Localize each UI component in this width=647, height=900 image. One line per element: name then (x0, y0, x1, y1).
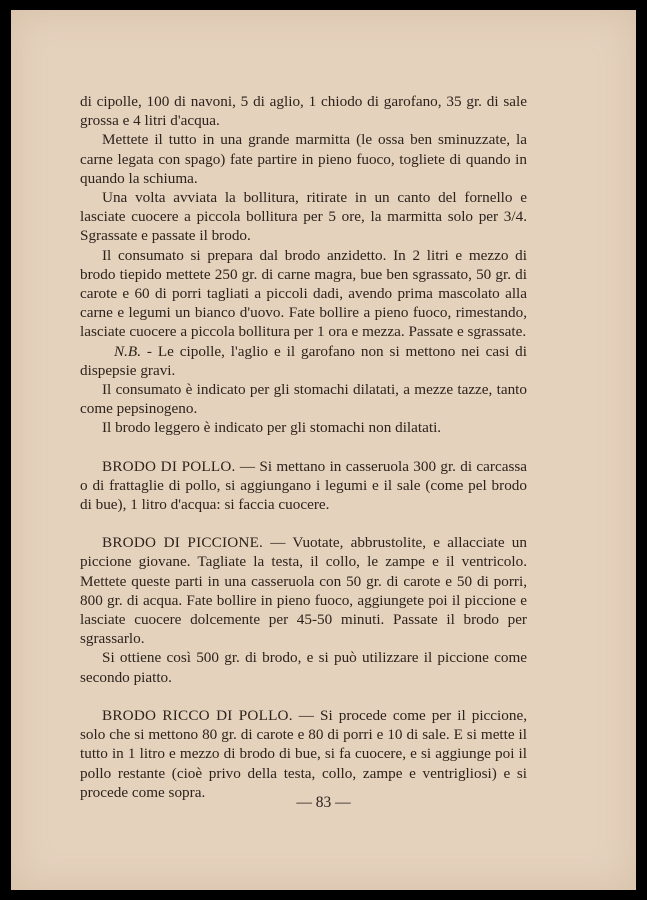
page-number: — 83 — (296, 794, 351, 811)
spacer (80, 438, 527, 457)
paragraph-bollitura: Una volta avviata la bollitura, ritirate in un canto del fornello e lasciate cuocere a piccola bollitura per 5 ore, la marmitta solo per 3/4. Sgrassate e passate il brodo. (80, 189, 527, 245)
recipe-title: BRODO DI PICCIONE. (102, 534, 264, 552)
paragraph-consumato: Il consumato si prepara dal brodo anzidetto. In 2 litri e mezzo di brodo tiepido mettete 250 gr. di carne magra, bue ben sgrassato, 50 gr. di carote e 60 di porri tagliati a piccoli dadi, avendo prima mascolato alla carne e legumi un bianco d'uovo. Fate bollire a pieno fuoco, rimestando, lasciate cuocere a piccola bollitura per 1 ora e mezza. Passate e sgrassate. (80, 246, 527, 341)
recipe-body: — Si mettano in casseruola 300 gr. di carcassa o di frattaglie di pollo, si aggiungano i legumi e il sale (come pel brodo di bue), 1 litro d'acqua: si faccia cuocere. (80, 457, 527, 514)
recipe-brodo-di-piccione (80, 533, 527, 648)
recipe-brodo-di-pollo (80, 457, 527, 515)
page-body (80, 92, 527, 802)
recipe-body: — Vuotate, abbrustolite, e allacciate un piccione giovane. Tagliate la testa, il collo, le zampe e il ventricolo. Mettete queste parti in una casseruola con 50 gr. di carote e 50 di porri, 800 gr. di acqua. Fate bollire in pieno fuoco, aggiungete poi il piccione e lasciate cuocere dolcemente per 45-50 minuti. Passate il brodo per sgrassarlo. (80, 534, 527, 648)
spacer (80, 687, 527, 706)
paragraph-brodo-leggero: Il brodo leggero è indicato per gli stomachi non dilatati. (102, 419, 442, 437)
recipe-title: BRODO DI POLLO. (102, 457, 236, 475)
note-text: - Le cipolle, l'aglio e il garofano non si mettono nei casi di dispepsie gravi. (80, 342, 527, 379)
paragraph-note (80, 342, 527, 380)
recipe-extra: Si ottiene così 500 gr. di brodo, e si può utilizzare il piccione come secondo piatto. (80, 649, 527, 686)
recipe-body: — Si procede come per il piccione, solo che si mettono 80 gr. di carote e 80 di porri e 10 di sale. E si mette il tutto in 1 litro e mezzo di brodo di bue, si fa cuocere, e si aggiunge poi il pollo restante (cioè privo della testa, collo, zampe e ventrigliosi) e si procede come sopra. (80, 706, 527, 801)
spacer (80, 514, 527, 533)
paragraph-marmitta: Mettete il tutto in una grande marmitta (le ossa ben sminuzzate, la carne legata con spago) fate partire in pieno fuoco, togliete di quando in quando la schiuma. (80, 131, 527, 187)
note-label: N.B. (114, 342, 142, 360)
recipe-title: BRODO RICCO DI POLLO. (102, 706, 293, 724)
paragraph-continued: di cipolle, 100 di navoni, 5 di aglio, 1 chiodo di garofano, 35 gr. di sale grossa e 4 litri d'acqua. (80, 93, 527, 130)
paragraph-consumato-indicato: Il consumato è indicato per gli stomachi dilatati, a mezze tazze, tanto come pepsinogeno. (80, 381, 527, 418)
recipe-brodo-ricco-di-pollo (80, 706, 527, 802)
